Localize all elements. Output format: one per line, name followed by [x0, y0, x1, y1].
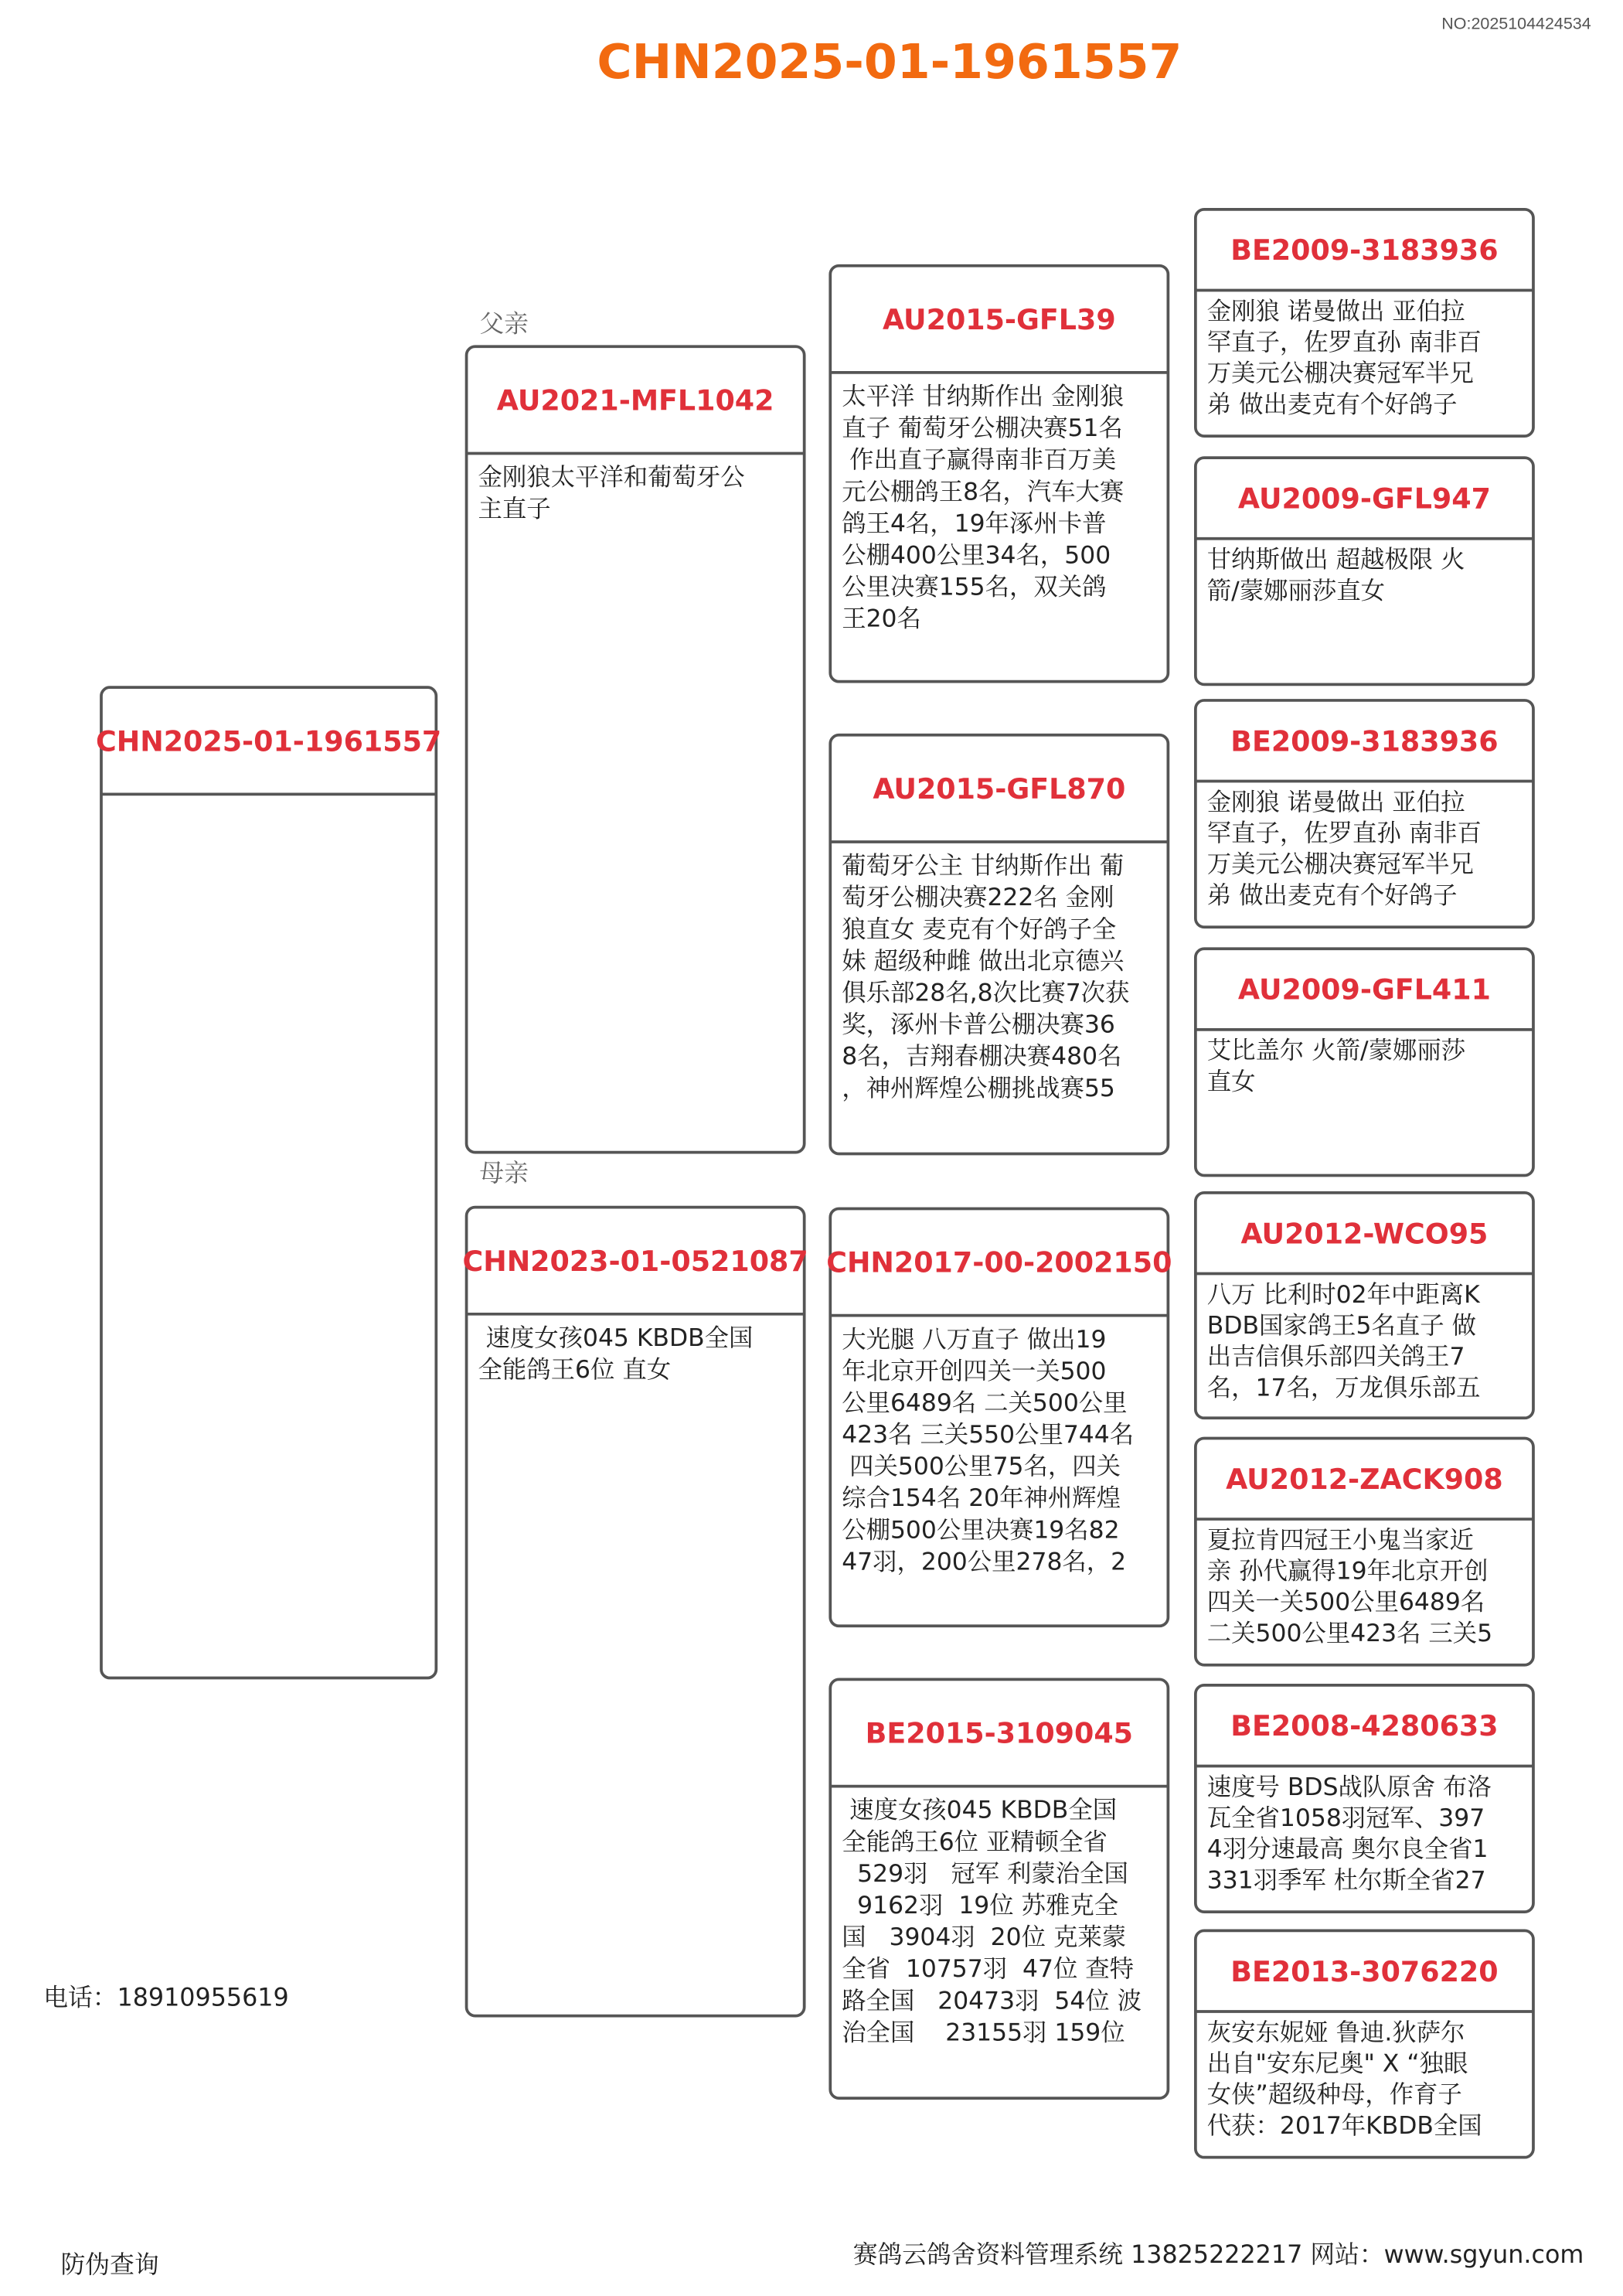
ring-number: AU2015-GFL39 [882, 302, 1116, 336]
pedigree-note-line: 太平洋 甘纳斯作出 金刚狼 [842, 383, 1125, 411]
pedigree-note-line: 鸽王4名，19年涿州卡普 [842, 509, 1107, 538]
pedigree-note-line: 速度女孩045 KBDB全国 [842, 1796, 1118, 1824]
pedigree-note-line: 女侠”超级种母，作育子 [1206, 2080, 1462, 2109]
ring-number: AU2021-MFL1042 [496, 383, 774, 417]
ring-number: AU2009-GFL947 [1237, 482, 1491, 516]
pedigree-note-line: 瓦全省1058羽冠军、397 [1206, 1804, 1485, 1832]
pedigree-note-line: 罕直子，佐罗直孙 南非百 [1206, 328, 1482, 356]
phone-number: 电话：18910955619 [43, 1984, 289, 2012]
ring-number: BE2009-3183936 [1230, 724, 1499, 758]
page-title: CHN2025-01-1961557 [597, 33, 1182, 90]
pedigree-note-line: 弟 做出麦克有个好鸽子 [1206, 390, 1458, 419]
pedigree-note-line: 公里6489名 二关500公里 [842, 1388, 1128, 1417]
pedigree-note-line: 罕直子，佐罗直孙 南非百 [1206, 819, 1482, 848]
system-footer: 赛鸽云鸽舍资料管理系统 13825222217 网站：www.sgyun.com [852, 2241, 1584, 2270]
pedigree-note-line: 主直子 [478, 495, 551, 523]
pedigree-note-line: 金刚狼 诺曼做出 亚伯拉 [1206, 788, 1465, 816]
ggp-card [1196, 700, 1533, 927]
pedigree-note-line: ，神州辉煌公棚挑战赛55 [842, 1074, 1115, 1102]
pedigree-note-line: 8名，吉翔春棚决赛480名 [842, 1042, 1122, 1071]
pedigree-note-line: 夏拉肯四冠王小鬼当家近 [1206, 1526, 1474, 1555]
pedigree-note-line: 423名 三关550公里744名 [842, 1421, 1135, 1449]
pedigree-note-line: 萄牙公棚决赛222名 金刚 [842, 884, 1114, 912]
pedigree-note-line: 全能鸽王6位 亚精顿全省 [842, 1828, 1108, 1856]
pedigree-note-line: 出吉信俱乐部四关鸽王7 [1206, 1343, 1465, 1371]
pedigree-note-line: 331羽季军 杜尔斯全省27 [1206, 1866, 1486, 1895]
pedigree-note-line: 二关500公里423名 三关5 [1206, 1619, 1493, 1647]
pedigree-note-line: 9162羽 19位 苏雅克全 [842, 1892, 1119, 1920]
maternal-granddam-card [830, 1679, 1168, 2098]
pedigree-note-line: 直子 葡萄牙公棚决赛51名 [842, 414, 1123, 443]
pedigree-note-line: 艾比盖尔 火箭/蒙娜丽莎 [1206, 1037, 1466, 1065]
pedigree-note-line: 弟 做出麦克有个好鸽子 [1206, 881, 1458, 910]
pedigree-note-line: 万美元公棚决赛冠军半兄 [1206, 359, 1474, 388]
pedigree-note-line: 年北京开创四关一关500 [842, 1357, 1107, 1385]
pedigree-note-line: 速度女孩045 KBDB全国 [478, 1323, 754, 1352]
pedigree-note-line: 名，17名，万龙俱乐部五 [1206, 1374, 1481, 1402]
document-number: NO:2025104424534 [1441, 14, 1591, 33]
ring-number: AU2012-WCO95 [1240, 1217, 1489, 1251]
pedigree-note-line: 路全国 20473羽 54位 波 [842, 1987, 1142, 2015]
father-card [467, 346, 805, 1152]
pedigree-note-line: 箭/蒙娜丽莎直女 [1206, 577, 1386, 605]
pedigree-note-line: 公棚500公里决赛19名82 [842, 1516, 1120, 1545]
pedigree-note-line: 灰安东妮娅 鲁迪.狄萨尔 [1206, 2018, 1465, 2047]
ring-number: BE2008-4280633 [1230, 1709, 1499, 1743]
pedigree-note-line: 四关一关500公里6489名 [1206, 1588, 1485, 1616]
ggp-card [1196, 1193, 1533, 1418]
pedigree-note-line: 代获：2017年KBDB全国 [1206, 2111, 1482, 2140]
ring-number: CHN2023-01-0521087 [462, 1244, 808, 1278]
ggp-card [1196, 949, 1533, 1175]
ring-number: CHN2025-01-1961557 [96, 724, 442, 758]
pedigree-note-line: 金刚狼 诺曼做出 亚伯拉 [1206, 297, 1465, 325]
pedigree-note-line: 亲 孙代赢得19年北京开创 [1206, 1557, 1489, 1586]
ring-number: CHN2017-00-2002150 [826, 1245, 1172, 1279]
ring-number: AU2015-GFL870 [873, 772, 1126, 806]
pedigree-note-line: 公里决赛155名，双关鸽 [842, 573, 1107, 601]
ring-number: BE2013-3076220 [1230, 1954, 1499, 1988]
pedigree-note-line: 出自"安东尼奥" X “独眼 [1206, 2049, 1468, 2078]
pedigree-note-line: 万美元公棚决赛冠军半兄 [1206, 850, 1474, 879]
pedigree-note-line: 狼直女 麦克有个好鸽子全 [842, 915, 1117, 944]
ggp-card [1196, 1438, 1533, 1664]
pedigree-note-line: BDB国家鸽王5名直子 做 [1206, 1312, 1476, 1340]
ring-number: AU2009-GFL411 [1237, 973, 1491, 1007]
pedigree-note-line: 529羽 冠军 利蒙治全国 [842, 1859, 1128, 1888]
pedigree-note-line: 妹 超级种雌 做出北京德兴 [842, 947, 1125, 976]
pedigree-note-line: 王20名 [842, 605, 921, 633]
pedigree-note-line: 甘纳斯做出 超越极限 火 [1206, 546, 1465, 574]
mother-card [463, 1208, 808, 2016]
mother-label: 母亲 [479, 1159, 529, 1187]
ggp-card [1196, 1685, 1533, 1912]
ggp-card [1196, 458, 1533, 684]
ring-number: BE2009-3183936 [1230, 233, 1499, 267]
ring-number: AU2012-ZACK908 [1226, 1462, 1503, 1496]
pedigree-note-line: 公棚400公里34名，500 [842, 541, 1111, 570]
pedigree-note-line: 八万 比利时02年中距离K [1206, 1280, 1480, 1309]
ggp-card [1196, 1930, 1533, 2157]
pedigree-note-line: 速度号 BDS战队原舍 布洛 [1206, 1773, 1492, 1801]
subject-pigeon-card [96, 687, 441, 1678]
pedigree-note-line: 大光腿 八万直子 做出19 [842, 1325, 1107, 1354]
pedigree-note-line: 全省 10757羽 47位 查特 [842, 1955, 1135, 1984]
maternal-grandsire-card [826, 1208, 1172, 1626]
pedigree-note-line: 奖，涿州卡普公棚决赛36 [842, 1010, 1115, 1039]
ring-number: BE2015-3109045 [865, 1716, 1134, 1750]
pedigree-note-line: 葡萄牙公主 甘纳斯作出 葡 [842, 852, 1125, 881]
pedigree-note-line: 治全国 23155羽 159位 [842, 2018, 1125, 2047]
pedigree-note-line: 全能鸽王6位 直女 [478, 1356, 672, 1384]
pedigree-note-line: 金刚狼太平洋和葡萄牙公 [478, 463, 745, 492]
father-label: 父亲 [479, 310, 529, 339]
card-frame [101, 687, 436, 1678]
pedigree-note-line: 作出直子赢得南非百万美 [842, 446, 1117, 475]
pedigree-note-line: 综合154名 20年神州辉煌 [842, 1484, 1121, 1513]
pedigree-note-line: 俱乐部28名,8次比赛7次获 [842, 979, 1130, 1007]
ggp-card [1196, 210, 1533, 436]
pedigree-note-line: 元公棚鸽王8名，汽车大赛 [842, 478, 1125, 506]
pedigree-note-line: 4羽分速最高 奥尔良全省1 [1206, 1835, 1489, 1864]
paternal-granddam-card [830, 735, 1168, 1154]
anti-counterfeit-link[interactable]: 防伪查询 [60, 2251, 159, 2280]
pedigree-note-line: 四关500公里75名，四关 [842, 1453, 1121, 1481]
pedigree-note-line: 47羽，200公里278名，2 [842, 1548, 1127, 1576]
paternal-grandsire-card [830, 266, 1168, 682]
pedigree-note-line: 国 3904羽 20位 克莱蒙 [842, 1923, 1127, 1952]
pedigree-note-line: 直女 [1206, 1068, 1256, 1096]
